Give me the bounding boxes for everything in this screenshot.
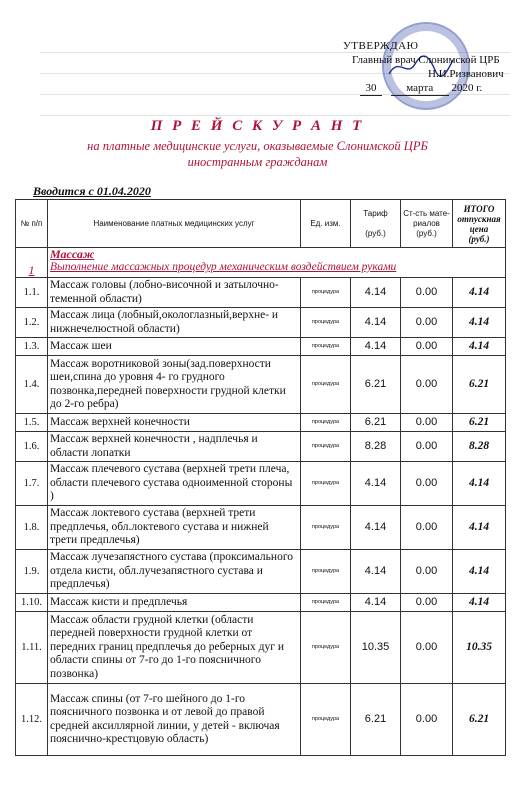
section-row <box>16 248 506 278</box>
row-materials: 0.00 <box>401 432 453 462</box>
row-tariff: 4.14 <box>351 462 401 506</box>
row-service-name: Массаж локтевого сустава (верхней трети предплечья, обл.локтевого сустава и нижней трети предплечья) <box>48 506 301 550</box>
row-total: 6.21 <box>453 684 506 756</box>
row-service-name: Массаж плечевого сустава (верхней трети плеча, области плечевого сустава одноименной стороны ) <box>48 462 301 506</box>
header-unit: Ед. изм. <box>301 200 351 248</box>
row-total: 10.35 <box>453 612 506 684</box>
table-row <box>16 432 506 462</box>
row-materials: 0.00 <box>401 414 453 432</box>
row-service-name: Массаж лица (лобный,окологлазный,верхне- и нижнечелюстной области) <box>48 308 301 338</box>
row-materials: 0.00 <box>401 462 453 506</box>
row-materials: 0.00 <box>401 684 453 756</box>
row-service-name: Массаж лучезапястного сустава (проксимального отдела кисти, обл.лучезапястного сустава и предплечья) <box>48 550 301 594</box>
row-materials: 0.00 <box>401 594 453 612</box>
row-unit: процедура <box>301 594 351 612</box>
section-subtitle: Выполнение массажных процедур механическим воздействием руками <box>50 261 397 273</box>
row-unit: процедура <box>301 338 351 356</box>
row-total: 4.14 <box>453 278 506 308</box>
row-num: 1.10. <box>16 594 48 612</box>
row-num: 1.6. <box>16 432 48 462</box>
row-unit: процедура <box>301 506 351 550</box>
approval-date <box>360 81 482 96</box>
row-num: 1.9. <box>16 550 48 594</box>
header-tariff <box>351 200 401 248</box>
table-row <box>16 684 506 756</box>
row-tariff: 4.14 <box>351 506 401 550</box>
row-materials: 0.00 <box>401 278 453 308</box>
row-service-name: Массаж верхней конечности <box>48 414 301 432</box>
effective-date: Вводится с 01.04.2020 <box>33 184 151 198</box>
approval-day: 30 <box>360 81 382 96</box>
row-num: 1.5. <box>16 414 48 432</box>
row-unit: процедура <box>301 356 351 414</box>
row-unit: процедура <box>301 308 351 338</box>
header-materials-label: Ст-сть мате-риалов <box>403 208 450 228</box>
row-unit: процедура <box>301 462 351 506</box>
section-title: Массаж <box>50 247 95 261</box>
row-unit: процедура <box>301 684 351 756</box>
row-total: 4.14 <box>453 338 506 356</box>
row-num: 1.2. <box>16 308 48 338</box>
row-total: 4.14 <box>453 506 506 550</box>
table-row <box>16 356 506 414</box>
row-service-name: Массаж кисти и предплечья <box>48 594 301 612</box>
table-row <box>16 308 506 338</box>
row-tariff: 8.28 <box>351 432 401 462</box>
row-service-name: Массаж шеи <box>48 338 301 356</box>
header-total-2: отпускная цена <box>457 213 501 234</box>
row-tariff: 6.21 <box>351 684 401 756</box>
row-tariff: 4.14 <box>351 550 401 594</box>
table-row <box>16 462 506 506</box>
row-num: 1.1. <box>16 278 48 308</box>
table-row <box>16 612 506 684</box>
row-materials: 0.00 <box>401 338 453 356</box>
approver-position: Главный врач Слонимской ЦРБ <box>352 54 500 66</box>
row-service-name: Массаж головы (лобно-височной и затылочно-теменной области) <box>48 278 301 308</box>
row-unit: процедура <box>301 612 351 684</box>
header-materials-unit: (руб.) <box>416 228 437 238</box>
row-materials: 0.00 <box>401 506 453 550</box>
approval-year: 2020 г. <box>451 82 483 94</box>
price-table <box>15 199 506 756</box>
header-total <box>453 200 506 248</box>
row-total: 8.28 <box>453 432 506 462</box>
table-row <box>16 594 506 612</box>
row-num: 1.7. <box>16 462 48 506</box>
table-row <box>16 550 506 594</box>
row-service-name: Массаж верхней конечности , надплечья и области лопатки <box>48 432 301 462</box>
row-service-name: Массаж области грудной клетки (области передней поверхности грудной клетки от передних границ предплечья до реберных дуг и области спины от 7-го до 1-го поясничного позвонка) <box>48 612 301 684</box>
page-subtitle-line-1: на платные медицинские услуги, оказываемые Слонимской ЦРБ <box>87 139 428 153</box>
row-tariff: 4.14 <box>351 278 401 308</box>
row-service-name: Массаж спины (от 7-го шейного до 1-го поясничного позвонка и от левой до правой средней аксиллярной линии, у детей - включая пояснично-крестцовую область) <box>48 684 301 756</box>
table-row <box>16 506 506 550</box>
row-num: 1.12. <box>16 684 48 756</box>
row-service-name: Массаж воротниковой зоны(зад.поверхности шеи,спина до уровня 4- го грудного позвонка,передней поверхности грудной клетки до 2-го ребра) <box>48 356 301 414</box>
row-tariff: 6.21 <box>351 414 401 432</box>
row-total: 6.21 <box>453 356 506 414</box>
row-num: 1.11. <box>16 612 48 684</box>
row-unit: процедура <box>301 432 351 462</box>
row-materials: 0.00 <box>401 550 453 594</box>
section-cell <box>48 248 506 278</box>
page-title: П Р Е Й С К У Р А Н Т <box>150 118 365 134</box>
header-name: Наименование платных медицинских услуг <box>48 200 301 248</box>
row-total: 4.14 <box>453 594 506 612</box>
row-unit: процедура <box>301 278 351 308</box>
row-total: 4.14 <box>453 308 506 338</box>
section-num: 1 <box>16 248 48 278</box>
table-row <box>16 338 506 356</box>
row-num: 1.4. <box>16 356 48 414</box>
header-tariff-unit: (руб.) <box>365 228 386 238</box>
row-unit: процедура <box>301 414 351 432</box>
row-total: 4.14 <box>453 550 506 594</box>
header-materials <box>401 200 453 248</box>
table-header-row <box>16 200 506 248</box>
page-subtitle-line-2: иностранным гражданам <box>187 155 328 169</box>
row-tariff: 10.35 <box>351 612 401 684</box>
row-tariff: 4.14 <box>351 338 401 356</box>
row-materials: 0.00 <box>401 308 453 338</box>
row-tariff: 4.14 <box>351 308 401 338</box>
row-num: 1.3. <box>16 338 48 356</box>
row-materials: 0.00 <box>401 612 453 684</box>
approval-month: марта <box>391 81 449 96</box>
row-tariff: 6.21 <box>351 356 401 414</box>
row-num: 1.8. <box>16 506 48 550</box>
header-tariff-label: Тариф <box>363 208 388 218</box>
approved-label: УТВЕРЖДАЮ <box>343 40 419 52</box>
row-unit: процедура <box>301 550 351 594</box>
row-materials: 0.00 <box>401 356 453 414</box>
approver-name: Н.И.Ризванович <box>428 68 504 80</box>
row-total: 6.21 <box>453 414 506 432</box>
header-total-1: ИТОГО <box>463 203 495 214</box>
table-row <box>16 414 506 432</box>
row-tariff: 4.14 <box>351 594 401 612</box>
row-total: 4.14 <box>453 462 506 506</box>
header-num: № п/п <box>16 200 48 248</box>
table-row <box>16 278 506 308</box>
header-total-3: (руб.) <box>468 233 490 244</box>
